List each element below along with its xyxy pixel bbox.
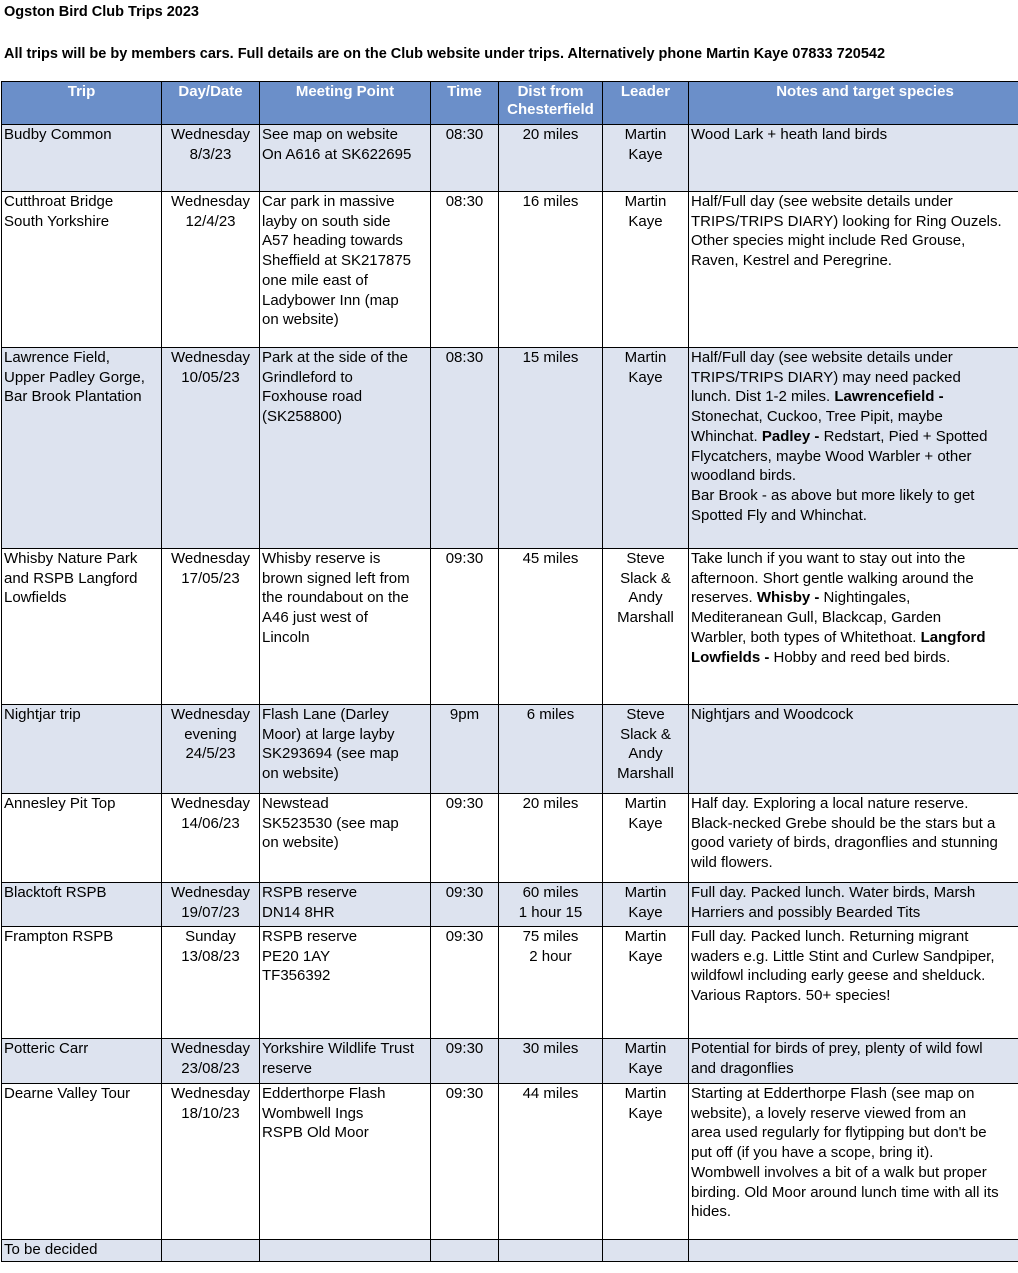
header-row xyxy=(2,82,1018,125)
leader-cell xyxy=(603,192,689,348)
table-row xyxy=(2,883,1018,927)
table-row xyxy=(2,549,1018,705)
meeting-line: the roundabout on the xyxy=(262,589,409,607)
time-cell: 08:30 xyxy=(431,125,499,192)
meeting-line: Foxhouse road xyxy=(262,388,363,406)
date: 12/4/23 xyxy=(185,212,236,230)
date: 23/08/23 xyxy=(181,1059,240,1077)
leader-line: Slack & xyxy=(620,569,671,587)
meeting-point-cell xyxy=(260,1039,431,1084)
notes-text: Redstart, Pied + Spotted xyxy=(819,427,988,445)
meeting-line: Whisby reserve is xyxy=(262,550,381,567)
leader-line: Marshall xyxy=(617,609,674,627)
leader-line: Kaye xyxy=(628,814,663,832)
distance-line: 75 miles xyxy=(522,928,579,945)
time-cell: 09:30 xyxy=(431,549,499,705)
table-row xyxy=(2,1039,1018,1084)
day: Wednesday xyxy=(171,126,250,143)
leader-line: Kaye xyxy=(628,212,663,230)
date: 14/06/23 xyxy=(181,814,240,832)
leader-line: Andy xyxy=(628,589,663,607)
day: Wednesday xyxy=(171,550,250,567)
trip-cell xyxy=(2,794,162,883)
trip-name: South Yorkshire xyxy=(4,212,110,230)
trips-table xyxy=(1,81,1018,1262)
notes-line: Bar Brook - as above but more likely to get xyxy=(691,486,975,504)
notes-line: Half/Full day (see website details under xyxy=(691,193,953,210)
trip-cell xyxy=(2,927,162,1039)
meeting-line: Lincoln xyxy=(262,628,310,646)
distance-cell xyxy=(499,1240,603,1262)
table-row xyxy=(2,927,1018,1039)
notes-line: TRIPS/TRIPS DIARY) may need packed xyxy=(691,368,961,386)
meeting-line: (SK258800) xyxy=(262,408,343,426)
distance-cell xyxy=(499,125,603,192)
notes-line: Half/Full day (see website details under xyxy=(691,349,953,366)
distance-line: 20 miles xyxy=(522,795,579,812)
trip-name: Lawrence Field, xyxy=(4,349,110,366)
meeting-line: TF356392 xyxy=(262,967,331,985)
day: Wednesday xyxy=(171,193,250,210)
notes-line: area used regularly for flytipping but don't be xyxy=(691,1124,987,1142)
leader-line: Steve xyxy=(626,706,665,723)
meeting-line: Ladybower Inn (map xyxy=(262,291,399,309)
notes-cell xyxy=(689,348,1018,549)
meeting-point-cell xyxy=(260,1240,431,1262)
notes-site-label: Padley - xyxy=(761,427,820,445)
day: Wednesday xyxy=(171,884,250,901)
notes-line: website), a lovely reserve viewed from an xyxy=(691,1104,967,1122)
trip-cell xyxy=(2,549,162,705)
distance-line: 1 hour 15 xyxy=(518,903,583,921)
day: Wednesday xyxy=(171,706,250,723)
meeting-line: on website) xyxy=(262,765,339,783)
trip-cell xyxy=(2,1240,162,1262)
distance-cell xyxy=(499,705,603,794)
notes-line: waders e.g. Little Stint and Curlew Sandpiper, xyxy=(691,947,995,965)
meeting-line: brown signed left from xyxy=(262,569,410,587)
distance-cell xyxy=(499,192,603,348)
leader-cell xyxy=(603,1240,689,1262)
meeting-point-cell xyxy=(260,192,431,348)
leader-cell xyxy=(603,705,689,794)
meeting-line: Grindleford to xyxy=(262,368,353,386)
notes-line xyxy=(691,628,1018,648)
notes-line: Full day. Packed lunch. Returning migrant xyxy=(691,928,969,945)
meeting-line: one mile east of xyxy=(262,271,368,289)
distance-line: 45 miles xyxy=(522,550,579,567)
distance-line: 15 miles xyxy=(522,349,579,366)
notes-line: hides. xyxy=(691,1203,732,1221)
notes-line: afternoon. Short gentle walking around the xyxy=(691,569,974,587)
meeting-point-cell xyxy=(260,348,431,549)
header-trip: Trip xyxy=(2,82,162,125)
trip-cell xyxy=(2,348,162,549)
meeting-line: on website) xyxy=(262,311,339,329)
leader-line: Kaye xyxy=(628,1104,663,1122)
meeting-line: Park at the side of the xyxy=(262,349,408,366)
meeting-line: A46 just west of xyxy=(262,609,368,627)
meeting-point-cell xyxy=(260,549,431,705)
notes-text: lunch. Dist 1-2 miles. xyxy=(691,388,835,406)
leader-cell xyxy=(603,794,689,883)
table-row xyxy=(2,125,1018,192)
meeting-line: On A616 at SK622695 xyxy=(262,145,412,163)
table-row xyxy=(2,1084,1018,1240)
table-row xyxy=(2,1240,1018,1262)
header-distance-line: Chesterfield xyxy=(507,101,594,118)
date-cell xyxy=(162,348,260,549)
notes-cell xyxy=(689,1240,1018,1262)
day: Wednesday xyxy=(171,1085,250,1102)
header-leader: Leader xyxy=(603,82,689,125)
meeting-line: layby on south side xyxy=(262,212,391,230)
notes-line: Mediteranean Gull, Blackcap, Garden xyxy=(691,609,942,627)
date-cell xyxy=(162,794,260,883)
meeting-line: Newstead xyxy=(262,795,329,812)
leader-cell xyxy=(603,549,689,705)
leader-cell xyxy=(603,883,689,927)
distance-line: 6 miles xyxy=(526,706,575,723)
date: 8/3/23 xyxy=(189,145,232,163)
notes-line: Various Raptors. 50+ species! xyxy=(691,987,891,1005)
notes-line: woodland birds. xyxy=(691,467,797,485)
notes-site-label: Lawrencefield - xyxy=(834,388,944,406)
trip-name: Blacktoft RSPB xyxy=(4,884,107,901)
distance-line: 2 hour xyxy=(529,947,572,965)
notes-line xyxy=(691,648,1018,668)
trip-name: Frampton RSPB xyxy=(4,928,114,945)
trip-name: Potteric Carr xyxy=(4,1040,89,1057)
date-cell xyxy=(162,125,260,192)
notes-line xyxy=(691,588,1018,608)
notes-line: Other species might include Red Grouse, xyxy=(691,232,966,250)
meeting-line: A57 heading towards xyxy=(262,232,403,250)
leader-line: Kaye xyxy=(628,145,663,163)
distance-cell xyxy=(499,1039,603,1084)
date-cell xyxy=(162,883,260,927)
leader-line: Martin xyxy=(624,928,667,945)
time-cell: 09:30 xyxy=(431,883,499,927)
notes-cell xyxy=(689,1039,1018,1084)
leader-line: Martin xyxy=(624,884,667,901)
page-title: Ogston Bird Club Trips 2023 xyxy=(4,4,199,20)
trip-name: and RSPB Langford xyxy=(4,569,138,587)
date-cell xyxy=(162,1240,260,1262)
notes-line: Wood Lark + heath land birds xyxy=(691,126,888,143)
distance-line: 20 miles xyxy=(522,126,579,143)
notes-cell xyxy=(689,794,1018,883)
notes-line: wildfowl including early geese and shelduck. xyxy=(691,967,986,985)
notes-line: and dragonflies xyxy=(691,1059,794,1077)
leader-line: Slack & xyxy=(620,725,671,743)
time-cell: 09:30 xyxy=(431,927,499,1039)
meeting-point-cell xyxy=(260,883,431,927)
leader-line: Martin xyxy=(624,349,667,366)
meeting-line: PE20 1AY xyxy=(262,947,331,965)
notes-line: Half day. Exploring a local nature reserve. xyxy=(691,795,969,812)
meeting-point-cell xyxy=(260,705,431,794)
leader-line: Kaye xyxy=(628,368,663,386)
notes-cell xyxy=(689,927,1018,1039)
leader-line: Marshall xyxy=(617,765,674,783)
meeting-point-cell xyxy=(260,1084,431,1240)
trip-name: Nightjar trip xyxy=(4,706,81,723)
trip-name: Bar Brook Plantation xyxy=(4,388,142,406)
notes-line xyxy=(691,427,1018,447)
trip-name: Dearne Valley Tour xyxy=(4,1085,131,1102)
date-cell xyxy=(162,549,260,705)
notes-line: Take lunch if you want to stay out into the xyxy=(691,550,966,567)
date: 17/05/23 xyxy=(181,569,240,587)
notes-text: Warbler, both types of Whitethoat. xyxy=(691,628,921,646)
leader-line: Kaye xyxy=(628,947,663,965)
header-distance xyxy=(499,82,603,125)
distance-cell xyxy=(499,927,603,1039)
meeting-line: See map on website xyxy=(262,126,398,143)
trip-cell xyxy=(2,125,162,192)
meeting-point-cell xyxy=(260,794,431,883)
time-cell: 08:30 xyxy=(431,192,499,348)
trip-name: Whisby Nature Park xyxy=(4,550,138,567)
notes-text: Nightingales, xyxy=(819,589,911,607)
date-cell xyxy=(162,1084,260,1240)
notes-text: Hobby and reed bed birds. xyxy=(769,648,951,666)
trip-cell xyxy=(2,705,162,794)
meeting-line: reserve xyxy=(262,1059,313,1077)
meeting-line: on website) xyxy=(262,834,339,852)
leader-line: Andy xyxy=(628,745,663,763)
table-row xyxy=(2,705,1018,794)
date: 19/07/23 xyxy=(181,903,240,921)
distance-cell xyxy=(499,348,603,549)
leader-cell xyxy=(603,1084,689,1240)
trip-cell xyxy=(2,192,162,348)
leader-cell xyxy=(603,1039,689,1084)
notes-site-label: Lowfields - xyxy=(691,648,770,666)
leader-line: Martin xyxy=(624,126,667,143)
trip-cell xyxy=(2,1084,162,1240)
header-notes: Notes and target species xyxy=(689,82,1018,125)
notes-line: Stonechat, Cuckoo, Tree Pipit, maybe xyxy=(691,408,943,426)
trip-cell xyxy=(2,883,162,927)
trip-name: Annesley Pit Top xyxy=(4,795,116,812)
notes-line: birding. Old Moor around lunch time with all its xyxy=(691,1183,999,1201)
date: 13/08/23 xyxy=(181,947,240,965)
time-cell: 09:30 xyxy=(431,794,499,883)
leader-line: Martin xyxy=(624,193,667,210)
notes-line: Starting at Edderthorpe Flash (see map on xyxy=(691,1085,975,1102)
notes-line: Spotted Fly and Whinchat. xyxy=(691,506,867,524)
date: 10/05/23 xyxy=(181,368,240,386)
notes-cell xyxy=(689,125,1018,192)
meeting-line: RSPB reserve xyxy=(262,884,358,901)
date-cell xyxy=(162,927,260,1039)
trip-cell xyxy=(2,1039,162,1084)
notes-cell xyxy=(689,192,1018,348)
day: Wednesday xyxy=(171,795,250,812)
distance-line: 16 miles xyxy=(522,193,579,210)
page-subtitle: All trips will be by members cars. Full details are on the Club website under trips. Alternatively phone Martin Kaye 07833 720542 xyxy=(4,46,886,62)
header-day-date: Day/Date xyxy=(162,82,260,125)
notes-line: wild flowers. xyxy=(691,854,773,872)
trip-name: Upper Padley Gorge, xyxy=(4,368,145,386)
time-cell: 09:30 xyxy=(431,1084,499,1240)
distance-line: 60 miles xyxy=(522,884,579,901)
notes-site-label: Langford xyxy=(920,628,986,646)
notes-line: Flycatchers, maybe Wood Warbler + other xyxy=(691,447,972,465)
notes-cell xyxy=(689,705,1018,794)
day: Sunday xyxy=(185,928,236,945)
date-cell xyxy=(162,192,260,348)
leader-line: Kaye xyxy=(628,903,663,921)
day: Wednesday xyxy=(171,1040,250,1057)
meeting-line: RSPB Old Moor xyxy=(262,1124,369,1142)
leader-line: Steve xyxy=(626,550,665,567)
meeting-line: Moor) at large layby xyxy=(262,725,395,743)
date: 18/10/23 xyxy=(181,1104,240,1122)
notes-site-label: Whisby - xyxy=(756,589,820,607)
meeting-point-cell xyxy=(260,927,431,1039)
notes-text: reserves. xyxy=(691,589,757,607)
notes-line: Wombwell involves a bit of a walk but proper xyxy=(691,1163,987,1181)
leader-line: Martin xyxy=(624,1040,667,1057)
leader-cell xyxy=(603,125,689,192)
meeting-line: Wombwell Ings xyxy=(262,1104,364,1122)
header-distance-line: Dist from xyxy=(517,83,584,100)
meeting-line: SK293694 (see map xyxy=(262,745,399,763)
notes-line: TRIPS/TRIPS DIARY) looking for Ring Ouzels. xyxy=(691,212,1002,230)
trip-name: Cutthroat Bridge xyxy=(4,193,114,210)
leader-cell xyxy=(603,348,689,549)
meeting-line: SK523530 (see map xyxy=(262,814,399,832)
distance-cell xyxy=(499,883,603,927)
table-row xyxy=(2,794,1018,883)
distance-line: 30 miles xyxy=(522,1040,579,1057)
notes-line: Nightjars and Woodcock xyxy=(691,706,854,723)
table-row xyxy=(2,348,1018,549)
time-cell: 9pm xyxy=(431,705,499,794)
date-cell xyxy=(162,705,260,794)
date: 24/5/23 xyxy=(185,745,236,763)
leader-line: Martin xyxy=(624,795,667,812)
distance-cell xyxy=(499,549,603,705)
trip-name: To be decided xyxy=(4,1241,98,1258)
time-cell: 08:30 xyxy=(431,348,499,549)
time-cell: 09:30 xyxy=(431,1039,499,1084)
trip-name: Lowfields xyxy=(4,589,67,607)
day-qualifier: evening xyxy=(184,725,237,743)
notes-line: Raven, Kestrel and Peregrine. xyxy=(691,252,892,270)
meeting-line: Flash Lane (Darley xyxy=(262,706,389,723)
header-meeting-point: Meeting Point xyxy=(260,82,431,125)
notes-line: Potential for birds of prey, plenty of wild fowl xyxy=(691,1040,983,1057)
distance-cell xyxy=(499,1084,603,1240)
leader-line: Martin xyxy=(624,1085,667,1102)
meeting-line: Edderthorpe Flash xyxy=(262,1085,386,1102)
meeting-line: RSPB reserve xyxy=(262,928,358,945)
notes-line: put off (if you have a scope, bring it). xyxy=(691,1144,934,1162)
notes-line: Full day. Packed lunch. Water birds, Marsh xyxy=(691,884,976,901)
leader-cell xyxy=(603,927,689,1039)
day: Wednesday xyxy=(171,349,250,366)
distance-cell xyxy=(499,794,603,883)
meeting-line: Yorkshire Wildlife Trust xyxy=(262,1040,414,1057)
distance-line: 44 miles xyxy=(522,1085,579,1102)
date-cell xyxy=(162,1039,260,1084)
notes-cell xyxy=(689,1084,1018,1240)
time-cell xyxy=(431,1240,499,1262)
meeting-line: DN14 8HR xyxy=(262,903,335,921)
header-time: Time xyxy=(431,82,499,125)
notes-line: good variety of birds, dragonflies and stunning xyxy=(691,834,998,852)
meeting-line: Sheffield at SK217875 xyxy=(262,252,412,270)
notes-cell xyxy=(689,549,1018,705)
notes-line: Harriers and possibly Bearded Tits xyxy=(691,903,921,921)
leader-line: Kaye xyxy=(628,1059,663,1077)
meeting-point-cell xyxy=(260,125,431,192)
table-row xyxy=(2,192,1018,348)
notes-text: Whinchat. xyxy=(691,427,762,445)
notes-line: Black-necked Grebe should be the stars but a xyxy=(691,814,996,832)
meeting-line: Car park in massive xyxy=(262,193,395,210)
notes-line xyxy=(691,387,1018,407)
trip-name: Budby Common xyxy=(4,126,112,143)
notes-cell xyxy=(689,883,1018,927)
